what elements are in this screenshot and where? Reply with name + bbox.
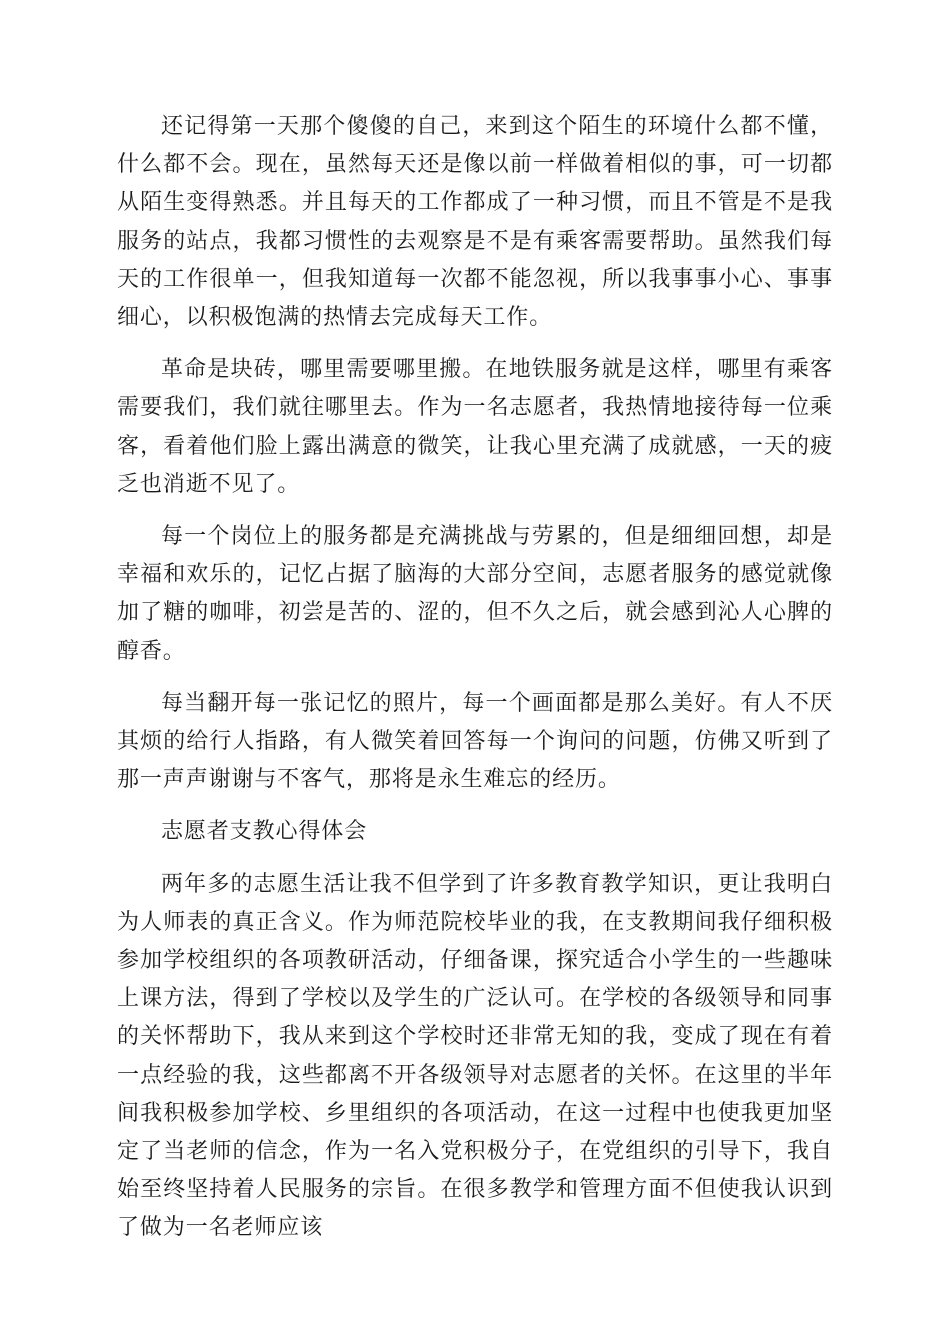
paragraph-3: 每一个岗位上的服务都是充满挑战与劳累的，但是细细回想，却是幸福和欢乐的，记忆占据了脑海的大部分空间，志愿者服务的感觉就像加了糖的咖啡，初尝是苦的、涩的，但不久之后，就会感到沁人心脾的醇香。 <box>117 524 833 664</box>
paragraph-2: 革命是块砖，哪里需要哪里搬。在地铁服务就是这样，哪里有乘客需要我们，我们就往哪里去。作为一名志愿者，我热情地接待每一位乘客，看着他们脸上露出满意的微笑，让我心里充满了成就感，一天的疲乏也消逝不见了。 <box>117 357 833 497</box>
document-body <box>117 108 833 1262</box>
section-paragraph-1: 两年多的志愿生活让我不但学到了许多教育教学知识，更让我明白为人师表的真正含义。作为师范院校毕业的我，在支教期间我仔细积极参加学校组织的各项教研活动，仔细备课，探究适合小学生的一些趣味上课方法，得到了学校以及学生的广泛认可。在学校的各级领导和同事的关怀帮助下，我从来到这个学校时还非常无知的我，变成了现在有着一点经验的我，这些都离不开各级领导对志愿者的关怀。在这里的半年间我积极参加学校、乡里组织的各项活动，在这一过程中也使我更加坚定了当老师的信念，作为一名入党积极分子，在党组织的引导下，我自始至终坚持着人民服务的宗旨。在很多教学和管理方面不但使我认识到了做为一名老师应该 <box>117 871 833 1241</box>
section-title: 志愿者支教心得体会 <box>161 819 368 845</box>
paragraph-1: 还记得第一天那个傻傻的自己，来到这个陌生的环境什么都不懂，什么都不会。现在，虽然每天还是像以前一样做着相似的事，可一切都从陌生变得熟悉。并且每天的工作都成了一种习惯，而且不管是不是我服务的站点，我都习惯性的去观察是不是有乘客需要帮助。虽然我们每天的工作很单一，但我知道每一次都不能忽视，所以我事事小心、事事细心，以积极饱满的热情去完成每天工作。 <box>117 114 833 331</box>
paragraph-4: 每当翻开每一张记忆的照片，每一个画面都是那么美好。有人不厌其烦的给行人指路，有人微笑着回答每一个询问的问题，仿佛又听到了那一声声谢谢与不客气，那将是永生难忘的经历。 <box>117 690 833 793</box>
